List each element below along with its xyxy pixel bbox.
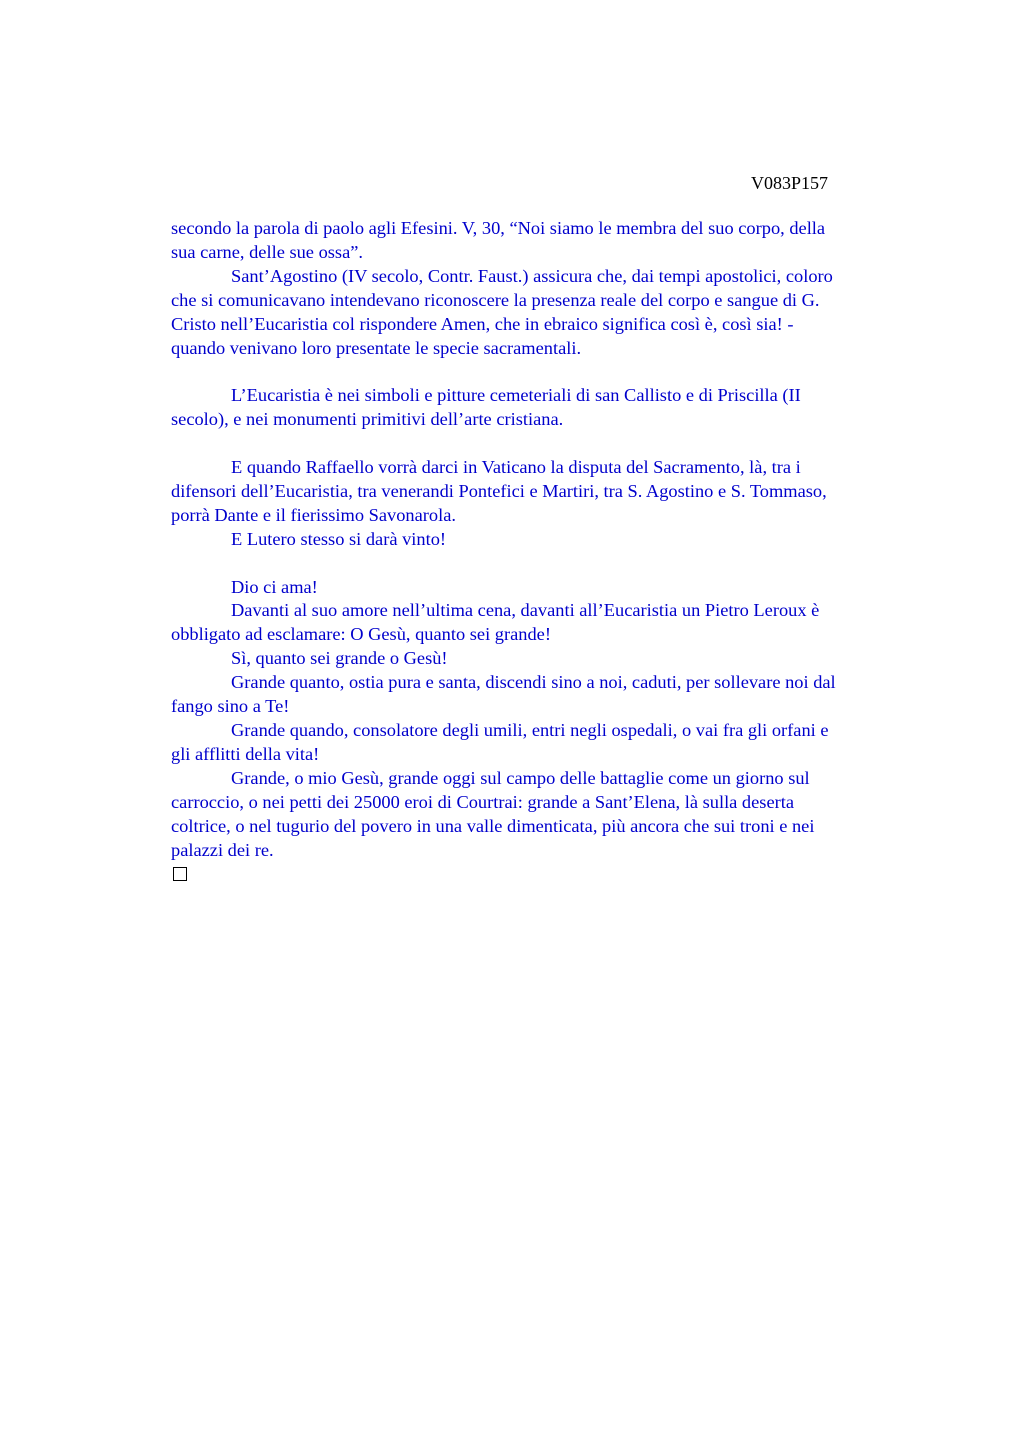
paragraph-1 [171, 217, 931, 265]
paragraph-5 [171, 528, 931, 552]
text-line: porrà Dante e il fierissimo Savonarola. [171, 504, 456, 525]
text-line: secolo), e nei monumenti primitivi dell’arte cristiana. [171, 409, 564, 430]
paragraph-9 [171, 671, 931, 719]
paragraph-11 [171, 767, 931, 863]
paragraph-gap [171, 360, 931, 384]
text-line: carroccio, o nei petti dei 25000 eroi di Courtrai: grande a Sant’Elena, là sulla deserta [171, 791, 795, 812]
paragraph-6 [171, 576, 931, 600]
paragraph-gap [171, 432, 931, 456]
text-line: secondo la parola di paolo agli Efesini. V, 30, “Noi siamo le membra del suo corpo, della [171, 218, 826, 238]
paragraph-gap [171, 552, 931, 576]
paragraph-2 [171, 265, 931, 361]
text-line: Sì, quanto sei grande o Gesù! [231, 648, 448, 669]
text-line: E Lutero stesso si darà vinto! [231, 528, 447, 549]
text-line: sua carne, delle sue ossa”. [171, 241, 363, 262]
text-line: Grande quanto, ostia pura e santa, discendi sino a noi, caduti, per sollevare noi dal [231, 672, 836, 693]
text-line: fango sino a Te! [171, 696, 290, 717]
paragraph-10 [171, 719, 931, 767]
text-line: L’Eucaristia è nei simboli e pitture cemeteriali di san Callisto e di Priscilla (II [231, 385, 801, 406]
text-line: E quando Raffaello vorrà darci in Vaticano la disputa del Sacramento, là, tra i [231, 457, 801, 478]
text-line: Dio ci ama! [231, 576, 318, 597]
text-line: Grande quando, consolatore degli umili, entri negli ospedali, o vai fra gli orfani e [231, 719, 829, 740]
body-text [171, 217, 931, 881]
text-line: che si comunicavano intendevano riconoscere la presenza reale del corpo e sangue di G. [171, 289, 820, 310]
paragraph-7 [171, 599, 931, 647]
text-line: Davanti al suo amore nell’ultima cena, davanti all’Eucaristia un Pietro Leroux è [231, 600, 820, 621]
text-line: quando venivano loro presentate le specie sacramentali. [171, 337, 582, 358]
text-line: obbligato ad esclamare: O Gesù, quanto sei grande! [171, 624, 551, 645]
text-line: Cristo nell’Eucaristia col rispondere Amen, che in ebraico significa così è, così sia! - [171, 313, 794, 334]
text-line: Grande, o mio Gesù, grande oggi sul campo delle battaglie come un giorno sul [231, 767, 810, 788]
square-outline-icon [173, 867, 187, 881]
text-line: coltrice, o nel tugurio del povero in una valle dimenticata, più ancora che sui troni e nei [171, 815, 815, 836]
paragraph-3 [171, 384, 931, 432]
page-code: V083P157 [751, 173, 829, 193]
paragraph-8 [171, 647, 931, 671]
text-line: palazzi dei re. [171, 839, 274, 860]
text-line: Sant’Agostino (IV secolo, Contr. Faust.) assicura che, dai tempi apostolici, coloro [231, 265, 833, 286]
text-line: gli afflitti della vita! [171, 743, 320, 764]
paragraph-4 [171, 456, 931, 528]
text-line: difensori dell’Eucaristia, tra venerandi Pontefici e Martiri, tra S. Agostino e S. Tommaso, [171, 480, 827, 501]
